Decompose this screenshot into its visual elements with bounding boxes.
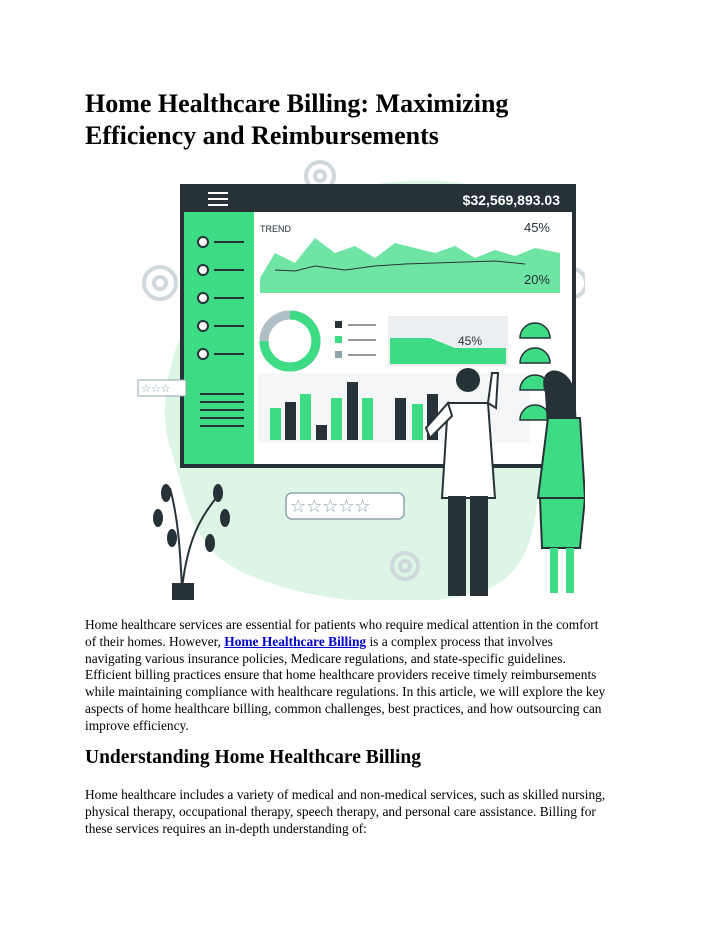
page-title — [85, 88, 645, 152]
svg-text:☆☆☆☆☆: ☆☆☆☆☆ — [290, 496, 371, 517]
area-chart-percent: 45% — [457, 334, 482, 348]
intro-line-2 — [85, 634, 645, 651]
title-line-1: Home Healthcare Billing: Maximizing — [85, 89, 509, 118]
intro-line-5: while maintaining compliance with healthcare regulations. In this article, we will explore the key — [85, 684, 606, 700]
intro-line-3: navigating various insurance policies, Medicare regulations, and state-specific guidelines. — [85, 650, 566, 666]
home-healthcare-billing-link[interactable]: Home Healthcare Billing — [224, 633, 367, 649]
hero-illustration — [130, 158, 585, 600]
dashboard-illustration — [130, 158, 585, 600]
svg-text:☆☆☆: ☆☆☆ — [141, 382, 171, 395]
trend-low-percent: 20% — [523, 272, 550, 287]
dashboard-amount: $32,569,893.03 — [462, 192, 560, 208]
section-paragraph — [85, 787, 645, 837]
section-line-1: Home healthcare includes a variety of medical and non-medical services, such as skilled nursing, — [85, 787, 606, 802]
rating-stars-small — [138, 380, 186, 396]
section-heading: Understanding Home Healthcare Billing — [85, 747, 422, 768]
intro-line-2-after: is a complex process that involves — [366, 633, 553, 649]
rating-stars-large — [286, 493, 404, 519]
intro-line-1: Home healthcare services are essential for patients who require medical attention in the comfort — [85, 617, 599, 632]
intro-line-7: improve efficiency. — [85, 717, 189, 733]
intro-line-4: Efficient billing practices ensure that home healthcare providers receive timely reimbursements — [85, 667, 597, 683]
section-line-3: these services requires an in-depth understanding of: — [85, 820, 367, 836]
intro-line-2-before: of their homes. However, — [85, 633, 225, 649]
section-line-2: physical therapy, occupational therapy, speech therapy, and personal care assistance. Billing for — [85, 803, 596, 819]
trend-label: TREND — [260, 224, 291, 234]
trend-high-percent: 45% — [523, 220, 550, 235]
intro-paragraph — [85, 617, 645, 735]
title-line-2: Efficiency and Reimbursements — [85, 121, 439, 150]
intro-line-6: aspects of home healthcare billing, common challenges, best practices, and how outsourcing can — [85, 700, 602, 716]
